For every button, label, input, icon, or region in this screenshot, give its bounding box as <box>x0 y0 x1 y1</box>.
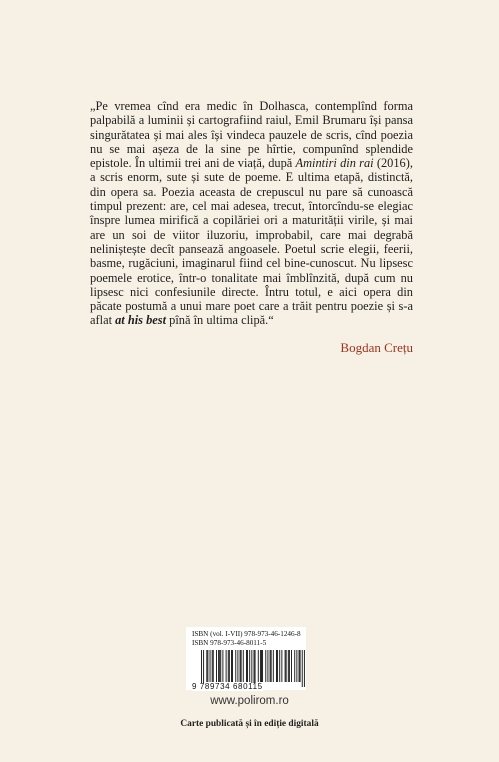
barcode-bar <box>261 650 262 682</box>
book-title-italic: Amintiri din rai <box>295 156 374 171</box>
barcode-bar <box>277 650 278 682</box>
blurb-text-part-2: (2016), a scris enorm, sute și sute de poeme. E ultima etapă, distinctă, din opera sa. Poezia aceasta de crepuscul nu pare să cunoască timpul prezent: are, cel mai adesea, trecut, întorcîndu-se elegiac înspre lumea mirifică a copilăriei ori a maturității virile, și mai are un soi de viitor iluzoriu, improbabil, care mai degrabă neliniștește decît pansează angoasele. Poetul scrie elegii, feerii, basme, rugăciuni, imaginarul fiind cel bine-cunoscut. Nu lipsesc poemele erotice, într-o tonalitate mai îmblînzită, după cum nu lipsesc nici confesiunile directe. Întru totul, e aici opera din păcate postumă a unui mare poet care a trăit pentru poezie și s-a aflat <box>90 156 413 328</box>
barcode-number: 9 789734 680115 <box>192 682 263 691</box>
barcode-bar <box>243 650 244 682</box>
barcode-bar <box>231 650 232 682</box>
barcode-bar <box>210 650 211 682</box>
barcode-bar <box>285 650 286 682</box>
barcode-bar <box>302 650 303 687</box>
barcode-bar <box>296 650 297 682</box>
barcode-bar <box>286 650 287 682</box>
blurb-paragraph <box>90 99 413 328</box>
barcode-bar <box>281 650 282 682</box>
barcode-bar <box>304 650 305 687</box>
barcode-bar <box>240 650 241 682</box>
digital-edition-note: Carte publicată și în ediție digitală <box>180 719 319 729</box>
barcode-bar <box>276 650 277 682</box>
blurb-text-part-3: pînă în ultima clipă.“ <box>166 313 274 328</box>
barcode-bar <box>289 650 290 682</box>
barcode-bar <box>222 650 223 682</box>
barcode-bar <box>207 650 208 682</box>
barcode-bar <box>220 650 221 682</box>
barcode-bar <box>232 650 233 682</box>
barcode-bar <box>216 650 217 682</box>
barcode-bar <box>279 650 280 682</box>
barcode-bar <box>273 650 274 682</box>
barcode-bar <box>246 650 247 682</box>
barcode-bar <box>265 650 266 682</box>
barcode-bar <box>206 650 207 682</box>
barcode-bar <box>235 650 236 682</box>
barcode-bar <box>271 650 272 682</box>
barcode-bar <box>228 650 229 682</box>
isbn-volume: ISBN 978-973-46-8011-5 <box>192 639 267 647</box>
barcode-bar <box>270 650 271 682</box>
barcode-bar <box>260 650 261 682</box>
barcode-bar <box>212 650 213 682</box>
barcode-bar <box>229 650 230 682</box>
barcode-bar <box>294 650 295 682</box>
barcode-bar <box>262 650 263 682</box>
barcode-bar <box>267 650 268 682</box>
barcode-bar <box>237 650 238 682</box>
barcode-bar <box>213 650 214 682</box>
barcode-bar <box>291 650 292 682</box>
barcode-bar <box>218 650 219 682</box>
blurb-text-part-1: „Pe vremea cînd era medic în Dolhasca, contemplînd forma palpabilă a luminii și cartografiind raiul, Emil Brumaru își pansa singurătatea și mai ales își vindeca pauzele de scris, cînd poezia nu se mai așeza de la sine pe hîrtie, compunînd splendide epistole. În ultimii trei ani de viață, după <box>90 99 413 171</box>
barcode-bar <box>219 650 220 682</box>
isbn-series: ISBN (vol. I-VII) 978-973-46-1246-8 <box>192 630 301 638</box>
barcode-bar <box>300 650 301 682</box>
barcode-bar <box>288 650 289 682</box>
barcode-bar <box>241 650 242 682</box>
barcode-bar <box>299 650 300 682</box>
barcode-bar <box>247 650 248 682</box>
barcode-bar <box>258 650 259 682</box>
barcode-bar <box>249 650 250 682</box>
barcode-bar <box>226 650 227 682</box>
emphasis-phrase: at his best <box>115 313 167 328</box>
blurb-author: Bogdan Crețu <box>340 340 413 355</box>
publisher-website: www.polirom.ro <box>210 695 289 707</box>
